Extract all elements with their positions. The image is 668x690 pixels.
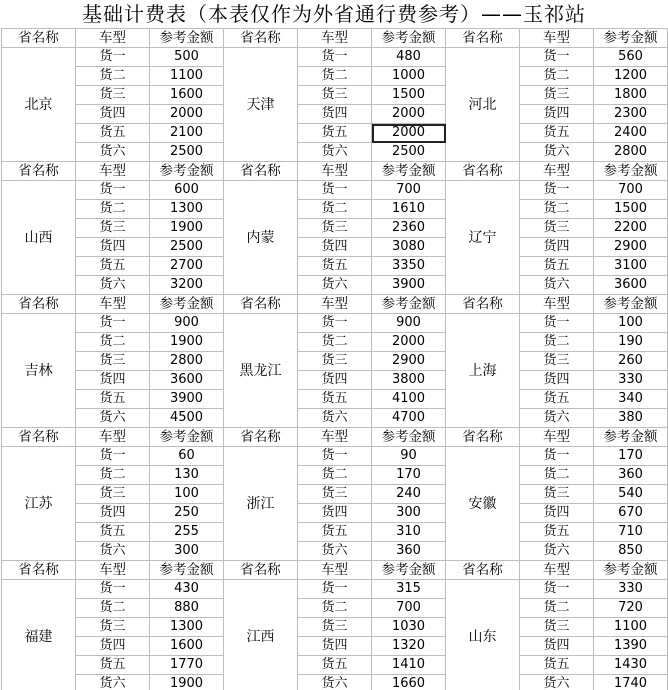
vehicle-type-cell[interactable]: 货一 — [520, 314, 594, 333]
table-row — [2, 48, 668, 67]
vehicle-header-cell[interactable]: 车型 — [298, 29, 372, 48]
vehicle-type-cell[interactable]: 货六 — [76, 542, 150, 561]
amount-cell[interactable]: 2100 — [150, 124, 224, 143]
amount-cell[interactable]: 255 — [150, 523, 224, 542]
amount-cell[interactable]: 240 — [372, 485, 446, 504]
amount-cell[interactable]: 560 — [594, 48, 668, 67]
vehicle-type-cell[interactable]: 货四 — [520, 238, 594, 257]
province-name-cell[interactable]: 内蒙 — [224, 181, 298, 295]
vehicle-type-cell[interactable]: 货一 — [298, 580, 372, 599]
header-row — [2, 295, 668, 314]
amount-cell[interactable]: 700 — [372, 181, 446, 200]
amount-header-cell[interactable]: 参考金额 — [372, 561, 446, 580]
vehicle-header-cell[interactable]: 车型 — [76, 29, 150, 48]
amount-cell[interactable]: 380 — [594, 409, 668, 428]
vehicle-type-cell[interactable]: 货二 — [76, 466, 150, 485]
amount-cell[interactable]: 360 — [594, 466, 668, 485]
table-row — [2, 466, 668, 485]
table-row — [2, 523, 668, 542]
province-name-cell[interactable]: 河北 — [446, 48, 520, 162]
table-row — [2, 86, 668, 105]
amount-cell[interactable]: 2200 — [594, 219, 668, 238]
vehicle-type-cell[interactable]: 货四 — [76, 238, 150, 257]
table-row — [2, 67, 668, 86]
vehicle-type-cell[interactable]: 货六 — [76, 276, 150, 295]
amount-cell[interactable]: 340 — [594, 390, 668, 409]
vehicle-type-cell[interactable]: 货三 — [76, 86, 150, 105]
amount-cell[interactable]: 3800 — [372, 371, 446, 390]
header-row — [2, 29, 668, 48]
province-name-cell[interactable]: 黑龙江 — [224, 314, 298, 428]
vehicle-type-cell[interactable]: 货六 — [520, 675, 594, 690]
vehicle-type-cell[interactable]: 货四 — [298, 637, 372, 656]
amount-cell[interactable]: 1900 — [150, 675, 224, 690]
amount-cell[interactable]: 3600 — [594, 276, 668, 295]
amount-cell[interactable]: 1600 — [150, 637, 224, 656]
province-header-cell[interactable]: 省名称 — [2, 162, 76, 181]
amount-cell[interactable]: 100 — [150, 485, 224, 504]
province-header-cell[interactable]: 省名称 — [2, 29, 76, 48]
vehicle-type-cell[interactable]: 货二 — [298, 333, 372, 352]
amount-cell[interactable]: 700 — [594, 181, 668, 200]
vehicle-type-cell[interactable]: 货五 — [76, 257, 150, 276]
vehicle-header-cell[interactable]: 车型 — [298, 162, 372, 181]
amount-cell[interactable]: 250 — [150, 504, 224, 523]
table-row — [2, 580, 668, 599]
vehicle-type-cell[interactable]: 货四 — [298, 105, 372, 124]
vehicle-type-cell[interactable]: 货六 — [298, 143, 372, 162]
vehicle-header-cell[interactable]: 车型 — [520, 428, 594, 447]
vehicle-header-cell[interactable]: 车型 — [298, 428, 372, 447]
vehicle-type-cell[interactable]: 货三 — [298, 86, 372, 105]
header-row — [2, 561, 668, 580]
vehicle-type-cell[interactable]: 货四 — [520, 105, 594, 124]
vehicle-type-cell[interactable]: 货二 — [520, 333, 594, 352]
vehicle-type-cell[interactable]: 货二 — [76, 200, 150, 219]
table-row — [2, 200, 668, 219]
amount-cell[interactable]: 710 — [594, 523, 668, 542]
vehicle-type-cell[interactable]: 货三 — [298, 485, 372, 504]
amount-cell[interactable]: 4100 — [372, 390, 446, 409]
vehicle-header-cell[interactable]: 车型 — [520, 162, 594, 181]
vehicle-type-cell[interactable]: 货三 — [520, 86, 594, 105]
table-row — [2, 599, 668, 618]
amount-cell[interactable]: 670 — [594, 504, 668, 523]
amount-cell[interactable]: 1430 — [594, 656, 668, 675]
vehicle-type-cell[interactable]: 货二 — [520, 466, 594, 485]
vehicle-type-cell[interactable]: 货五 — [520, 523, 594, 542]
amount-cell[interactable]: 1610 — [372, 200, 446, 219]
amount-cell[interactable]: 2900 — [372, 352, 446, 371]
amount-cell[interactable]: 850 — [594, 542, 668, 561]
vehicle-type-cell[interactable]: 货六 — [76, 675, 150, 690]
header-row — [2, 162, 668, 181]
vehicle-type-cell[interactable]: 货一 — [76, 181, 150, 200]
vehicle-header-cell[interactable]: 车型 — [520, 29, 594, 48]
table-row — [2, 257, 668, 276]
province-header-cell[interactable]: 省名称 — [2, 295, 76, 314]
vehicle-type-cell[interactable]: 货一 — [298, 181, 372, 200]
amount-header-cell[interactable]: 参考金额 — [150, 162, 224, 181]
vehicle-type-cell[interactable]: 货六 — [298, 542, 372, 561]
amount-cell[interactable]: 430 — [150, 580, 224, 599]
vehicle-type-cell[interactable]: 货五 — [76, 124, 150, 143]
vehicle-type-cell[interactable]: 货五 — [298, 656, 372, 675]
province-header-cell[interactable]: 省名称 — [446, 428, 520, 447]
amount-cell[interactable]: 540 — [594, 485, 668, 504]
province-header-cell[interactable]: 省名称 — [224, 162, 298, 181]
table-row — [2, 656, 668, 675]
table-row — [2, 314, 668, 333]
table-row — [2, 219, 668, 238]
vehicle-type-cell[interactable]: 货三 — [520, 618, 594, 637]
amount-cell[interactable]: 300 — [372, 504, 446, 523]
amount-cell[interactable]: 1600 — [150, 86, 224, 105]
amount-cell[interactable]: 2500 — [150, 238, 224, 257]
amount-cell[interactable]: 1900 — [150, 333, 224, 352]
amount-cell[interactable]: 2000 — [372, 333, 446, 352]
vehicle-type-cell[interactable]: 货三 — [76, 219, 150, 238]
vehicle-type-cell[interactable]: 货五 — [298, 124, 372, 143]
vehicle-type-cell[interactable]: 货四 — [298, 238, 372, 257]
amount-cell[interactable]: 2360 — [372, 219, 446, 238]
vehicle-type-cell[interactable]: 货六 — [298, 675, 372, 690]
vehicle-type-cell[interactable]: 货一 — [520, 447, 594, 466]
vehicle-header-cell[interactable]: 车型 — [298, 561, 372, 580]
vehicle-type-cell[interactable]: 货二 — [298, 599, 372, 618]
amount-cell[interactable]: 2500 — [150, 143, 224, 162]
fee-table — [1, 28, 668, 690]
sheet-title: 基础计费表（本表仅作为外省通行费参考）——玉祁站 — [82, 2, 586, 26]
amount-cell[interactable]: 600 — [150, 181, 224, 200]
vehicle-type-cell[interactable]: 货四 — [520, 371, 594, 390]
amount-cell[interactable]: 2300 — [594, 105, 668, 124]
vehicle-type-cell[interactable]: 货一 — [298, 447, 372, 466]
amount-cell[interactable]: 90 — [372, 447, 446, 466]
table-row — [2, 371, 668, 390]
vehicle-type-cell[interactable]: 货一 — [520, 48, 594, 67]
vehicle-header-cell[interactable]: 车型 — [76, 162, 150, 181]
amount-cell[interactable]: 3080 — [372, 238, 446, 257]
vehicle-type-cell[interactable]: 货二 — [520, 599, 594, 618]
amount-cell[interactable]: 330 — [594, 371, 668, 390]
amount-cell[interactable]: 1000 — [372, 67, 446, 86]
amount-cell[interactable]: 310 — [372, 523, 446, 542]
vehicle-type-cell[interactable]: 货五 — [298, 257, 372, 276]
amount-cell[interactable]: 1660 — [372, 675, 446, 690]
province-name-cell[interactable]: 上海 — [446, 314, 520, 428]
province-header-cell[interactable]: 省名称 — [2, 428, 76, 447]
amount-cell[interactable]: 1500 — [372, 86, 446, 105]
amount-cell[interactable]: 2800 — [594, 143, 668, 162]
amount-cell[interactable]: 1900 — [150, 219, 224, 238]
table-row — [2, 390, 668, 409]
amount-cell[interactable]: 130 — [150, 466, 224, 485]
header-row — [2, 428, 668, 447]
amount-cell[interactable]: 1300 — [150, 618, 224, 637]
amount-cell[interactable]: 2700 — [150, 257, 224, 276]
province-header-cell[interactable]: 省名称 — [446, 162, 520, 181]
amount-cell[interactable]: 300 — [150, 542, 224, 561]
amount-cell[interactable]: 4500 — [150, 409, 224, 428]
vehicle-type-cell[interactable]: 货一 — [76, 314, 150, 333]
table-row — [2, 447, 668, 466]
vehicle-header-cell[interactable]: 车型 — [76, 295, 150, 314]
amount-cell[interactable]: 170 — [594, 447, 668, 466]
vehicle-type-cell[interactable]: 货四 — [76, 105, 150, 124]
province-name-cell[interactable]: 福建 — [2, 580, 76, 690]
vehicle-type-cell[interactable]: 货四 — [76, 371, 150, 390]
amount-header-cell[interactable]: 参考金额 — [594, 295, 668, 314]
amount-cell[interactable]: 1320 — [372, 637, 446, 656]
province-header-cell[interactable]: 省名称 — [446, 29, 520, 48]
vehicle-header-cell[interactable]: 车型 — [76, 428, 150, 447]
province-header-cell[interactable]: 省名称 — [224, 29, 298, 48]
amount-cell[interactable]: 3900 — [372, 276, 446, 295]
vehicle-type-cell[interactable]: 货六 — [76, 143, 150, 162]
province-name-cell[interactable]: 浙江 — [224, 447, 298, 561]
amount-cell[interactable]: 1030 — [372, 618, 446, 637]
table-row — [2, 675, 668, 690]
vehicle-type-cell[interactable]: 货二 — [76, 333, 150, 352]
amount-cell[interactable]: 2500 — [372, 143, 446, 162]
amount-cell[interactable]: 3900 — [150, 390, 224, 409]
table-row — [2, 409, 668, 428]
province-name-cell[interactable]: 天津 — [224, 48, 298, 162]
amount-cell[interactable]: 3100 — [594, 257, 668, 276]
amount-cell[interactable]: 1770 — [150, 656, 224, 675]
amount-cell[interactable]: 170 — [372, 466, 446, 485]
amount-cell[interactable]: 480 — [372, 48, 446, 67]
vehicle-type-cell[interactable]: 货六 — [520, 276, 594, 295]
vehicle-type-cell[interactable]: 货三 — [298, 352, 372, 371]
vehicle-type-cell[interactable]: 货六 — [520, 143, 594, 162]
vehicle-type-cell[interactable]: 货二 — [298, 466, 372, 485]
amount-cell[interactable]: 1300 — [150, 200, 224, 219]
table-row — [2, 181, 668, 200]
amount-cell[interactable]: 4700 — [372, 409, 446, 428]
amount-cell[interactable]: 1200 — [594, 67, 668, 86]
amount-cell[interactable]: 1500 — [594, 200, 668, 219]
amount-cell[interactable]: 2000 — [150, 105, 224, 124]
amount-cell[interactable]: 1800 — [594, 86, 668, 105]
vehicle-header-cell[interactable]: 车型 — [76, 561, 150, 580]
amount-cell[interactable]: 2400 — [594, 124, 668, 143]
amount-cell[interactable]: 2900 — [594, 238, 668, 257]
amount-cell[interactable]: 100 — [594, 314, 668, 333]
table-row — [2, 143, 668, 162]
vehicle-type-cell[interactable]: 货四 — [298, 504, 372, 523]
vehicle-type-cell[interactable]: 货四 — [520, 504, 594, 523]
amount-cell[interactable]: 1390 — [594, 637, 668, 656]
vehicle-type-cell[interactable]: 货六 — [298, 276, 372, 295]
amount-cell[interactable]: 720 — [594, 599, 668, 618]
province-name-cell[interactable]: 山东 — [446, 580, 520, 690]
vehicle-type-cell[interactable]: 货一 — [520, 580, 594, 599]
province-header-cell[interactable]: 省名称 — [224, 561, 298, 580]
amount-cell[interactable]: 190 — [594, 333, 668, 352]
amount-cell[interactable]: 900 — [150, 314, 224, 333]
vehicle-type-cell[interactable]: 货六 — [76, 409, 150, 428]
vehicle-type-cell[interactable]: 货五 — [520, 656, 594, 675]
vehicle-type-cell[interactable]: 货一 — [298, 314, 372, 333]
amount-cell[interactable]: 3200 — [150, 276, 224, 295]
vehicle-type-cell[interactable]: 货六 — [520, 409, 594, 428]
amount-cell[interactable]: 1410 — [372, 656, 446, 675]
vehicle-type-cell[interactable]: 货五 — [520, 257, 594, 276]
amount-cell[interactable]: 700 — [372, 599, 446, 618]
table-row — [2, 542, 668, 561]
amount-header-cell[interactable]: 参考金额 — [150, 295, 224, 314]
table-row — [2, 618, 668, 637]
vehicle-type-cell[interactable]: 货二 — [76, 67, 150, 86]
amount-header-cell[interactable]: 参考金额 — [150, 428, 224, 447]
amount-header-cell[interactable]: 参考金额 — [594, 29, 668, 48]
vehicle-type-cell[interactable]: 货五 — [298, 523, 372, 542]
province-name-cell[interactable]: 江西 — [224, 580, 298, 690]
vehicle-type-cell[interactable]: 货二 — [298, 200, 372, 219]
province-name-cell[interactable]: 北京 — [2, 48, 76, 162]
amount-header-cell[interactable]: 参考金额 — [594, 162, 668, 181]
amount-cell[interactable]: 330 — [594, 580, 668, 599]
vehicle-header-cell[interactable]: 车型 — [520, 561, 594, 580]
table-row — [2, 333, 668, 352]
amount-cell[interactable]: 260 — [594, 352, 668, 371]
amount-header-cell[interactable]: 参考金额 — [372, 295, 446, 314]
province-name-cell[interactable]: 山西 — [2, 181, 76, 295]
province-header-cell[interactable]: 省名称 — [446, 561, 520, 580]
vehicle-type-cell[interactable]: 货三 — [76, 352, 150, 371]
vehicle-type-cell[interactable]: 货五 — [520, 124, 594, 143]
vehicle-type-cell[interactable]: 货三 — [520, 485, 594, 504]
table-row — [2, 124, 668, 143]
vehicle-type-cell[interactable]: 货一 — [76, 48, 150, 67]
table-row — [2, 238, 668, 257]
amount-header-cell[interactable]: 参考金额 — [372, 162, 446, 181]
amount-cell[interactable]: 3600 — [150, 371, 224, 390]
province-name-cell[interactable]: 辽宁 — [446, 181, 520, 295]
amount-header-cell[interactable]: 参考金额 — [372, 428, 446, 447]
table-row — [2, 105, 668, 124]
amount-header-cell[interactable]: 参考金额 — [594, 561, 668, 580]
amount-cell[interactable]: 60 — [150, 447, 224, 466]
vehicle-type-cell[interactable]: 货二 — [298, 67, 372, 86]
vehicle-type-cell[interactable]: 货一 — [76, 447, 150, 466]
vehicle-type-cell[interactable]: 货一 — [76, 580, 150, 599]
amount-cell[interactable]: 880 — [150, 599, 224, 618]
vehicle-type-cell[interactable]: 货五 — [520, 390, 594, 409]
vehicle-type-cell[interactable]: 货三 — [520, 352, 594, 371]
amount-cell[interactable]: 900 — [372, 314, 446, 333]
table-row — [2, 504, 668, 523]
amount-cell[interactable]: 360 — [372, 542, 446, 561]
province-header-cell[interactable]: 省名称 — [224, 295, 298, 314]
amount-cell[interactable]: 315 — [372, 580, 446, 599]
province-header-cell[interactable]: 省名称 — [446, 295, 520, 314]
fee-table-body — [2, 29, 668, 690]
province-header-cell[interactable]: 省名称 — [2, 561, 76, 580]
table-row — [2, 637, 668, 656]
vehicle-type-cell[interactable]: 货二 — [520, 200, 594, 219]
selected-amount-cell[interactable]: 2000 — [372, 124, 446, 143]
table-row — [2, 276, 668, 295]
vehicle-type-cell[interactable]: 货一 — [520, 181, 594, 200]
amount-cell[interactable]: 2800 — [150, 352, 224, 371]
vehicle-type-cell[interactable]: 货三 — [298, 219, 372, 238]
vehicle-type-cell[interactable]: 货五 — [76, 390, 150, 409]
amount-cell[interactable]: 500 — [150, 48, 224, 67]
amount-header-cell[interactable]: 参考金额 — [150, 29, 224, 48]
vehicle-type-cell[interactable]: 货三 — [520, 219, 594, 238]
table-row — [2, 485, 668, 504]
province-header-cell[interactable]: 省名称 — [224, 428, 298, 447]
amount-cell[interactable]: 2000 — [372, 105, 446, 124]
province-name-cell[interactable]: 吉林 — [2, 314, 76, 428]
vehicle-type-cell[interactable]: 货二 — [76, 599, 150, 618]
amount-header-cell[interactable]: 参考金额 — [372, 29, 446, 48]
province-name-cell[interactable]: 安徽 — [446, 447, 520, 561]
amount-header-cell[interactable]: 参考金额 — [150, 561, 224, 580]
province-name-cell[interactable]: 江苏 — [2, 447, 76, 561]
vehicle-type-cell[interactable]: 货四 — [76, 504, 150, 523]
vehicle-type-cell[interactable]: 货五 — [76, 656, 150, 675]
vehicle-type-cell[interactable]: 货五 — [76, 523, 150, 542]
vehicle-type-cell[interactable]: 货三 — [76, 618, 150, 637]
vehicle-type-cell[interactable]: 货四 — [76, 637, 150, 656]
amount-cell[interactable]: 1100 — [594, 618, 668, 637]
amount-cell[interactable]: 1100 — [150, 67, 224, 86]
vehicle-type-cell[interactable]: 货四 — [298, 371, 372, 390]
vehicle-header-cell[interactable]: 车型 — [520, 295, 594, 314]
vehicle-type-cell[interactable]: 货三 — [298, 618, 372, 637]
vehicle-type-cell[interactable]: 货六 — [298, 409, 372, 428]
vehicle-type-cell[interactable]: 货二 — [520, 67, 594, 86]
table-row — [2, 352, 668, 371]
vehicle-type-cell[interactable]: 货五 — [298, 390, 372, 409]
vehicle-type-cell[interactable]: 货四 — [520, 637, 594, 656]
amount-cell[interactable]: 3350 — [372, 257, 446, 276]
vehicle-type-cell[interactable]: 货三 — [76, 485, 150, 504]
vehicle-type-cell[interactable]: 货六 — [520, 542, 594, 561]
vehicle-header-cell[interactable]: 车型 — [298, 295, 372, 314]
vehicle-type-cell[interactable]: 货一 — [298, 48, 372, 67]
amount-header-cell[interactable]: 参考金额 — [594, 428, 668, 447]
amount-cell[interactable]: 1740 — [594, 675, 668, 690]
